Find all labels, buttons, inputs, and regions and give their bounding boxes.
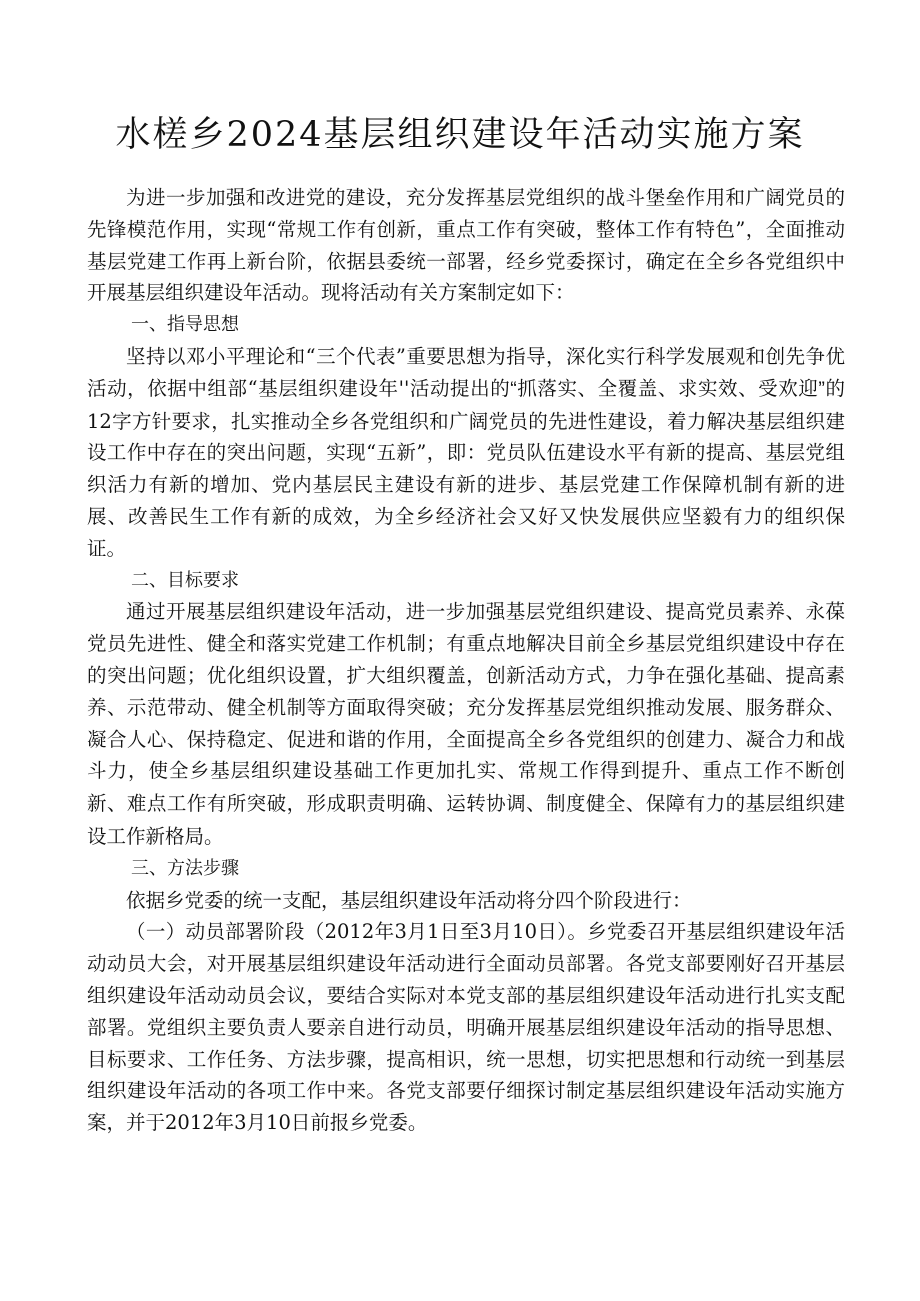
emphasized-text: “抓落实、全覆盖、求实效、受欢迎” bbox=[510, 377, 825, 400]
section-heading-methods: 三、方法步骤 bbox=[131, 857, 239, 878]
document-title: 水槎乡2024基层组织建设年活动实施方案 bbox=[115, 115, 805, 155]
paragraph-text: 坚持以邓小平理论和“三个代表”重要思想为指导，深化实行科学发展观和创先争优活动，依据中组部“基层组织建设年''活动提出的 bbox=[87, 344, 845, 400]
goals-paragraph bbox=[87, 596, 845, 852]
methods-paragraph: （一）动员部署阶段（2012年3月1日至3月10日）。乡党委召开基层组织建设年活动动员大会，对开展基层组织建设年活动进行全面动员部署。各党支部要刚好召开基层组织建设年活动动员会议，要结合实际对本党支部的基层组织建设年活动进行扎实支配部署。党组织主要负责人要亲自进行动员，明确开展基层组织建设年活动的指导思想、目标要求、工作任务、方法步骤，提高相识，统一思想，切实把思想和行动统一到基层组织建设年活动的各项工作中来。各党支部要仔细探讨制定基层组织建设年活动实施方案，并于2012年3月10日前报乡党委。 bbox=[87, 920, 845, 1135]
methods-paragraph: 依据乡党委的统一支配，基层组织建设年活动将分四个阶段进行： bbox=[126, 888, 692, 912]
document-body bbox=[87, 182, 845, 1139]
section-heading-guiding-ideology: 一、指导思想 bbox=[131, 314, 239, 335]
paragraph-text: 通过开展基层组织建设年活动，进一步加强基层党组织建设、提高党员素养、永葆党员先进性、健全和落实党建工作机制；有重点地解决目前全乡基层党组织建设中存在的突出问题；优化组织设置，扩大组织覆盖，创新活动方式，力争在强化基础、提高素养、示范带动、健全机制等方面取得突破；充分发挥基层党组织推动发展、服务群众、凝合人心、保持稳定、促进和谐的作用，全面提高全乡各党组织的创建力、凝合力和战斗力，使全乡基层组织建设 bbox=[87, 600, 845, 783]
emphasized-text: 基础工作更加扎实、常规工作得到提升、重点工作不断创新、难点工作有所突破 bbox=[87, 760, 845, 816]
paragraph-text: 的12字方针要求，扎实推动全乡各党组织和广阔党员的先进性建设，着力解决基层组织建设工作中存在的突出问题，实现“五新”，即：党员队伍建设水平有新的提高、基层党组织活力有新的增加、党内基层民主建设有新的进步、基层党建工作保障机制有新的进展、改善民生工作有新的成效，为全乡经济社会又好又快发展供应坚毅有力的组织保证。 bbox=[87, 376, 845, 560]
section-heading-goals: 二、目标要求 bbox=[131, 569, 239, 590]
intro-paragraph: 为进一步加强和改进党的建设，充分发挥基层党组织的战斗堡垒作用和广阔党员的先锋模范作用，实现“常规工作有创新，重点工作有突破，整体工作有特色”，全面推动基层党建工作再上新台阶，依据县委统一部署，经乡党委探讨，确定在全乡各党组织中开展基层组织建设年活动。现将活动有关方案制定如下： bbox=[87, 186, 845, 305]
guiding-ideology-paragraph bbox=[87, 341, 845, 565]
paragraph-text: ，形成职责明确、运转协调、制度健全、保障有力的基层组织建设工作新格局。 bbox=[87, 792, 845, 848]
